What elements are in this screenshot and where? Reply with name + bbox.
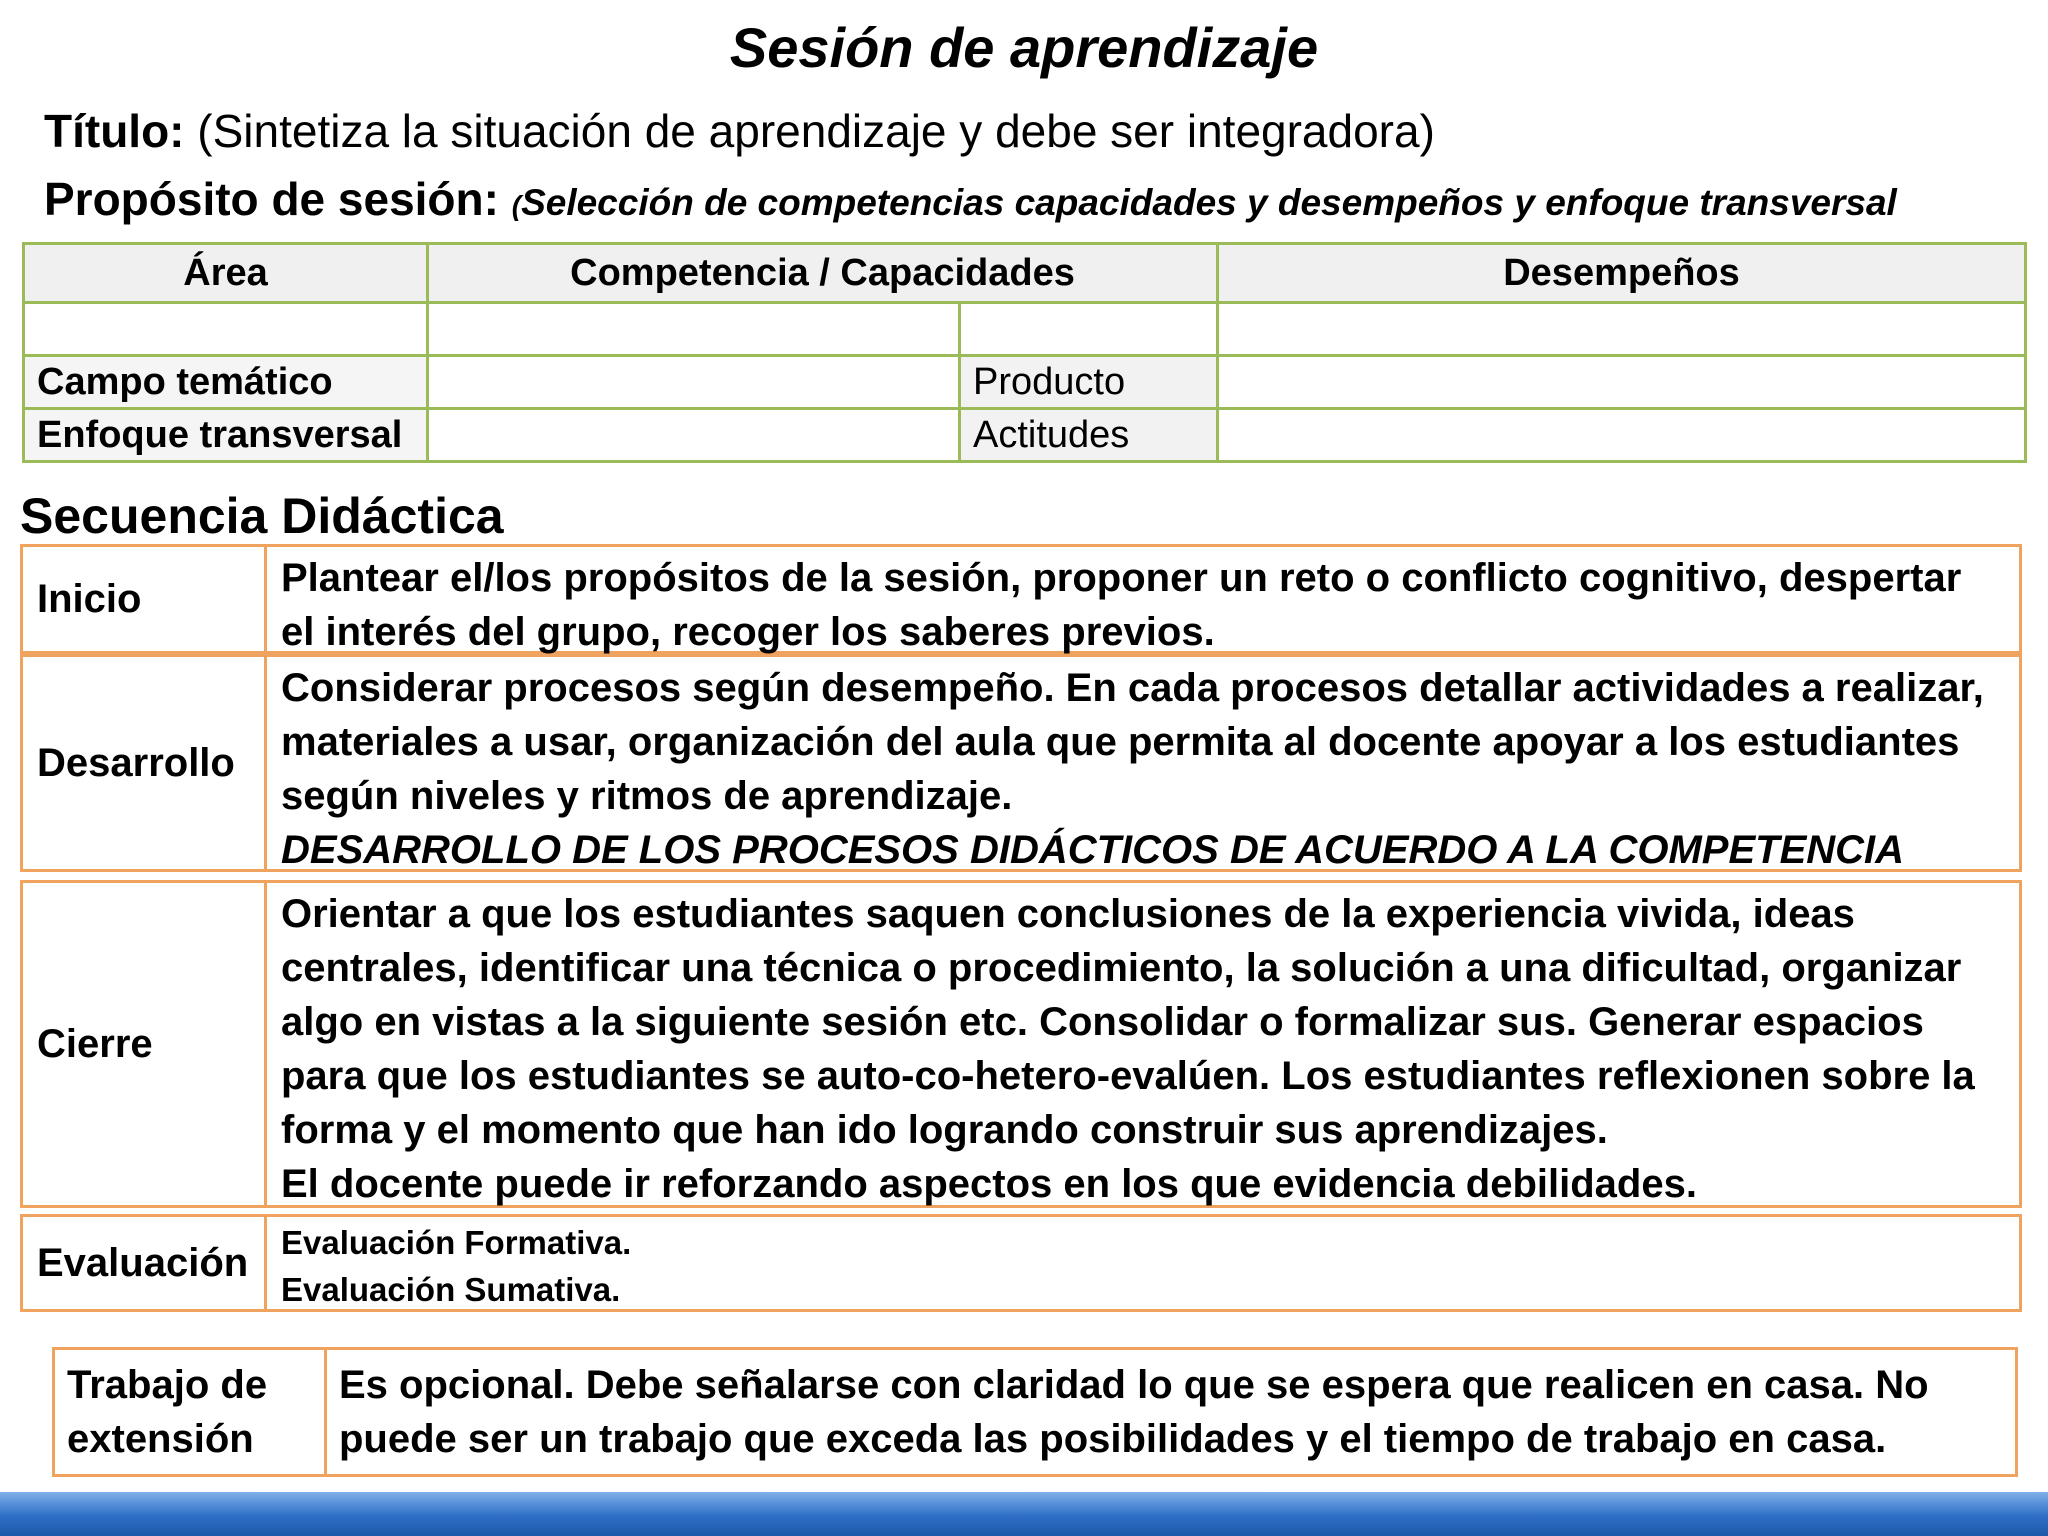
evaluacion-box: [20, 1214, 2022, 1312]
enfoque-transversal-label: Enfoque transversal: [24, 409, 428, 462]
desarrollo-label: Desarrollo: [23, 657, 267, 869]
table-cell-area[interactable]: [24, 303, 428, 356]
trabajo-text: Es opcional. Debe señalarse con claridad lo que se espera que realicen en casa. No puede ser un trabajo que exceda las posibilidades y el tiempo de trabajo en casa.: [339, 1363, 1929, 1461]
page-title: Sesión de aprendizaje: [729, 16, 1319, 79]
inicio-label: Inicio: [23, 547, 267, 651]
desarrollo-note: DESARROLLO DE LOS PROCESOS DIDÁCTICOS DE ACUERDO A LA COMPETENCIA: [281, 828, 1905, 872]
cierre-label: Cierre: [23, 883, 267, 1205]
cierre-text: Orientar a que los estudiantes saquen conclusiones de la experiencia vivida, ideas centrales, identificar una técnica o procedimiento, la solución a una dificultad, organizar algo en vistas a la siguiente sesión etc. Consolidar o formalizar sus. Generar espacios para que los estudiantes se auto-co-hetero-evalúen. Los estudiantes reflexionen sobre la forma y el momento que han ido logrando construir sus aprendizajes.: [281, 892, 1975, 1152]
footer-bar: [0, 1492, 2048, 1536]
table-row: [24, 409, 2026, 462]
table-row: [24, 303, 2026, 356]
enfoque-transversal-value[interactable]: [428, 409, 960, 462]
table-header-row: [24, 244, 2026, 303]
table-row: [24, 356, 2026, 409]
titulo-text: (Sintetiza la situación de aprendizaje y debe ser integradora): [184, 105, 1435, 157]
evaluacion-formativa: Evaluación Formativa.: [281, 1224, 632, 1261]
secuencia-title: Secuencia Didáctica: [20, 488, 504, 544]
trabajo-box: [52, 1347, 2018, 1477]
trabajo-label: Trabajo de extensión: [55, 1350, 327, 1474]
desarrollo-text: Considerar procesos según desempeño. En cada procesos detallar actividades a realizar, materiales a usar, organización del aula que permita al docente apoyar a los estudiantes según niveles y ritmos de aprendizaje.: [281, 666, 1984, 818]
table-cell-capacidades[interactable]: [960, 303, 1218, 356]
evaluacion-label: Evaluación: [23, 1217, 267, 1309]
proposito-note: (Selección de competencias capacidades y desempeños y enfoque transversal: [511, 182, 1897, 223]
actitudes-value[interactable]: [1218, 409, 2026, 462]
producto-value[interactable]: [1218, 356, 2026, 409]
table-cell-competencia[interactable]: [428, 303, 960, 356]
titulo-label: Título:: [44, 105, 185, 157]
titulo-line: [44, 100, 1435, 162]
header-desempenos: Desempeños: [1218, 244, 2026, 303]
producto-label: Producto: [960, 356, 1218, 409]
desarrollo-box: [20, 654, 2022, 872]
inicio-box: [20, 544, 2022, 654]
table-cell-desempenos[interactable]: [1218, 303, 2026, 356]
evaluacion-sumativa: Evaluación Sumativa.: [281, 1271, 621, 1308]
proposito-label: Propósito de sesión:: [44, 173, 512, 225]
inicio-text: Plantear el/los propósitos de la sesión, proponer un reto o conflicto cognitivo, despertar el interés del grupo, recoger los saberes previos.: [281, 556, 1962, 654]
header-area: Área: [24, 244, 428, 303]
evaluacion-content: [267, 1217, 2019, 1309]
cierre-content: [267, 883, 2019, 1205]
cierre-note: El docente puede ir reforzando aspectos en los que evidencia debilidades.: [281, 1162, 1697, 1206]
campo-tematico-label: Campo temático: [24, 356, 428, 409]
desarrollo-content: [267, 657, 2019, 872]
campo-tematico-value[interactable]: [428, 356, 960, 409]
competency-table: [22, 242, 2027, 463]
header-competencia: Competencia / Capacidades: [428, 244, 1218, 303]
proposito-line: [44, 168, 1897, 237]
cierre-box: [20, 880, 2022, 1208]
actitudes-label: Actitudes: [960, 409, 1218, 462]
